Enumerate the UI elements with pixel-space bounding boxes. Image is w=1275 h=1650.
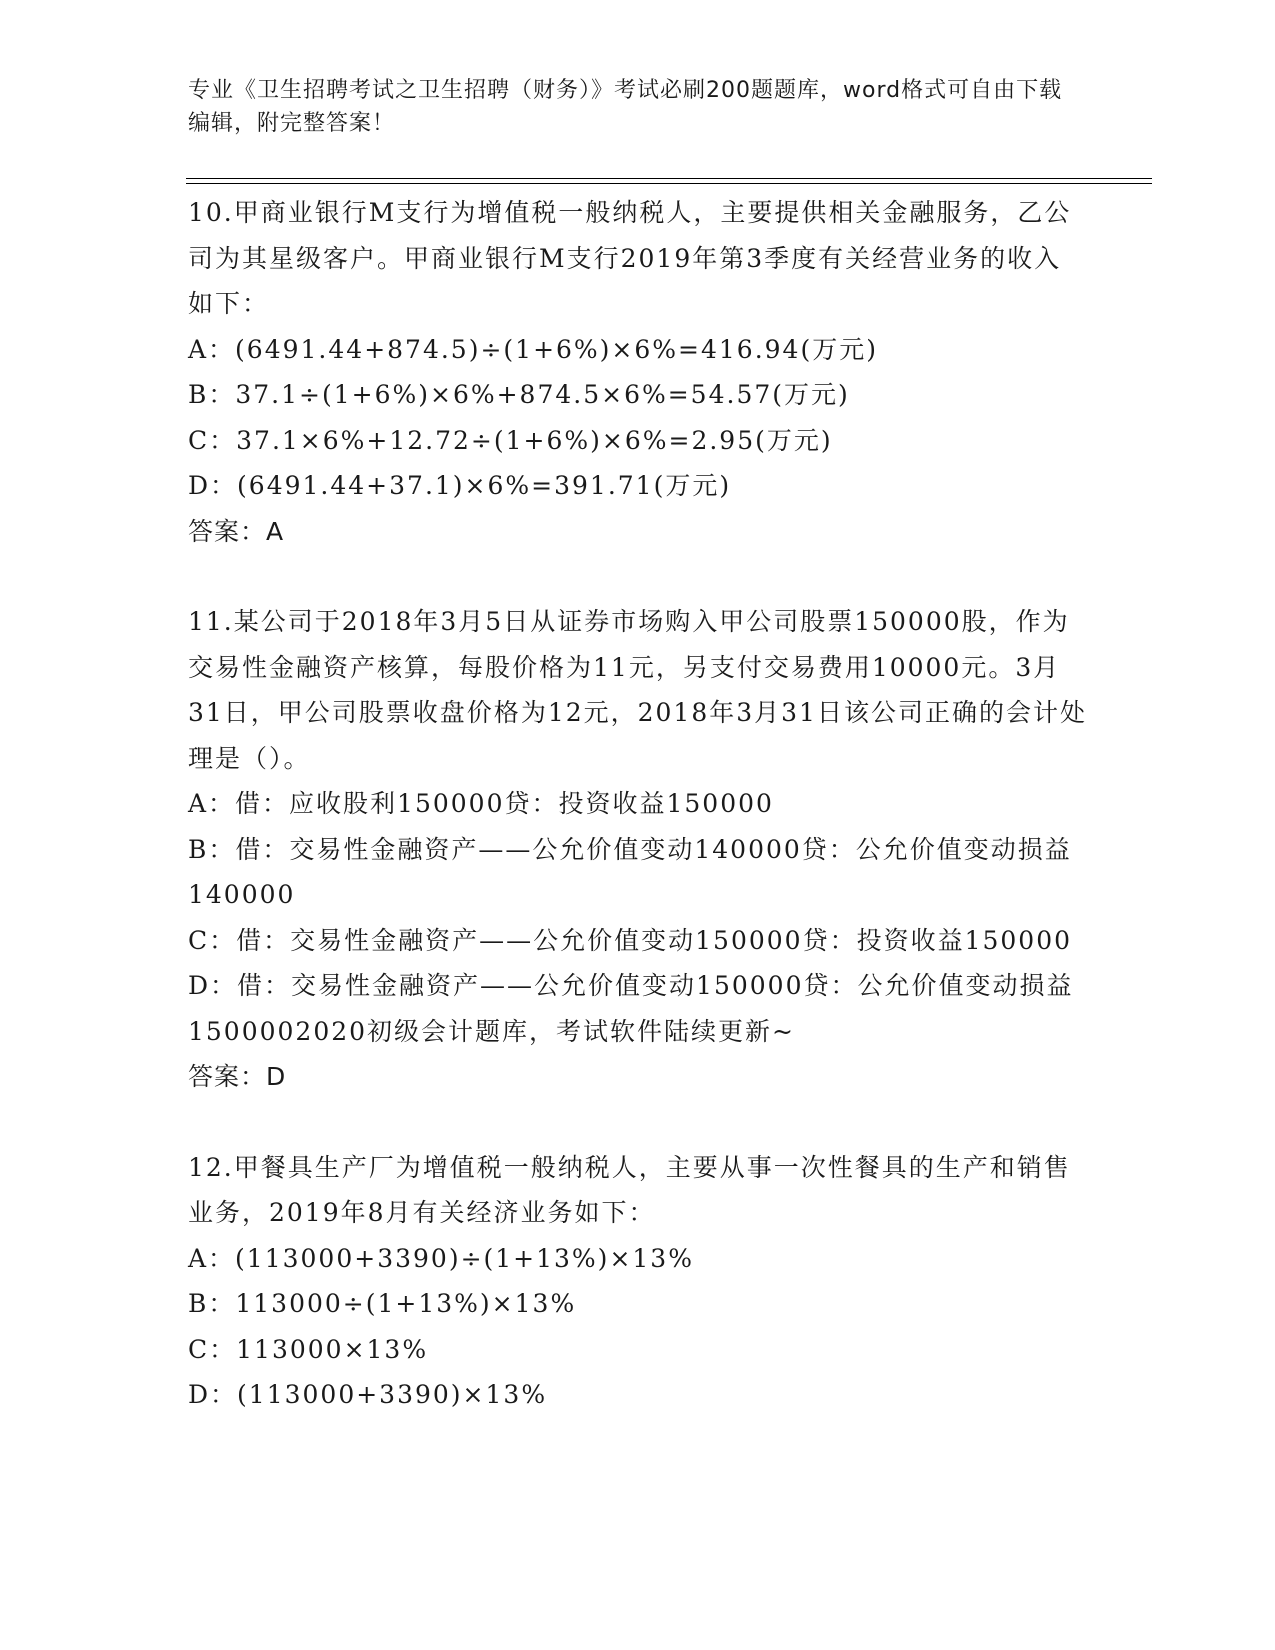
- question-11: [188, 599, 1088, 1100]
- document-header: 专业《卫生招聘考试之卫生招聘（财务）》考试必刷200题题库，word格式可自由下载编辑，附完整答案！: [188, 78, 1063, 136]
- option-d: D：借：交易性金融资产——公允价值变动150000贷：公允价值变动损益1500002020初级会计题库，考试软件陆续更新~: [188, 971, 1074, 1046]
- option-d: D：(113000+3390)×13%: [188, 1380, 548, 1409]
- answer-label: 答案：A: [188, 516, 285, 546]
- option-c: C：37.1×6%+12.72÷(1+6%)×6%=2.95(万元): [188, 425, 833, 455]
- option-a: A：(6491.44+874.5)÷(1+6%)×6%=416.94(万元): [188, 334, 878, 364]
- question-12: [188, 1145, 1088, 1418]
- option-b: B：113000÷(1+13%)×13%: [188, 1289, 577, 1318]
- header-divider-top: [186, 178, 1152, 179]
- option-b: B：借：交易性金融资产——公允价值变动140000贷：公允价值变动损益140000: [188, 834, 1072, 909]
- header-divider-bottom: [186, 183, 1152, 184]
- question-10: [188, 190, 1088, 554]
- option-a: A：(113000+3390)÷(1+13%)×13%: [188, 1243, 694, 1273]
- question-list: [188, 190, 1088, 1463]
- option-d: D：(6491.44+37.1)×6%=391.71(万元): [188, 471, 732, 500]
- question-stem: 11.某公司于2018年3月5日从证券市场购入甲公司股票150000股，作为交易性金融资产核算，每股价格为11元，另支付交易费用10000元。3月31日，甲公司股票收盘价格为12元，2018年3月31日该公司正确的会计处理是（）。: [188, 607, 1087, 773]
- question-stem: 10.甲商业银行M支行为增值税一般纳税人，主要提供相关金融服务，乙公司为其星级客户。甲商业银行M支行2019年第3季度有关经营业务的收入如下：: [188, 198, 1072, 318]
- option-c: C：借：交易性金融资产——公允价值变动150000贷：投资收益150000: [188, 925, 1072, 955]
- answer-label: 答案：D: [188, 1062, 287, 1091]
- question-stem: 12.甲餐具生产厂为增值税一般纳税人，主要从事一次性餐具的生产和销售业务，2019年8月有关经济业务如下：: [188, 1152, 1071, 1227]
- option-a: A：借：应收股利150000贷：投资收益150000: [188, 789, 774, 818]
- option-b: B：37.1÷(1+6%)×6%+874.5×6%=54.57(万元): [188, 380, 850, 409]
- option-c: C：113000×13%: [188, 1334, 429, 1364]
